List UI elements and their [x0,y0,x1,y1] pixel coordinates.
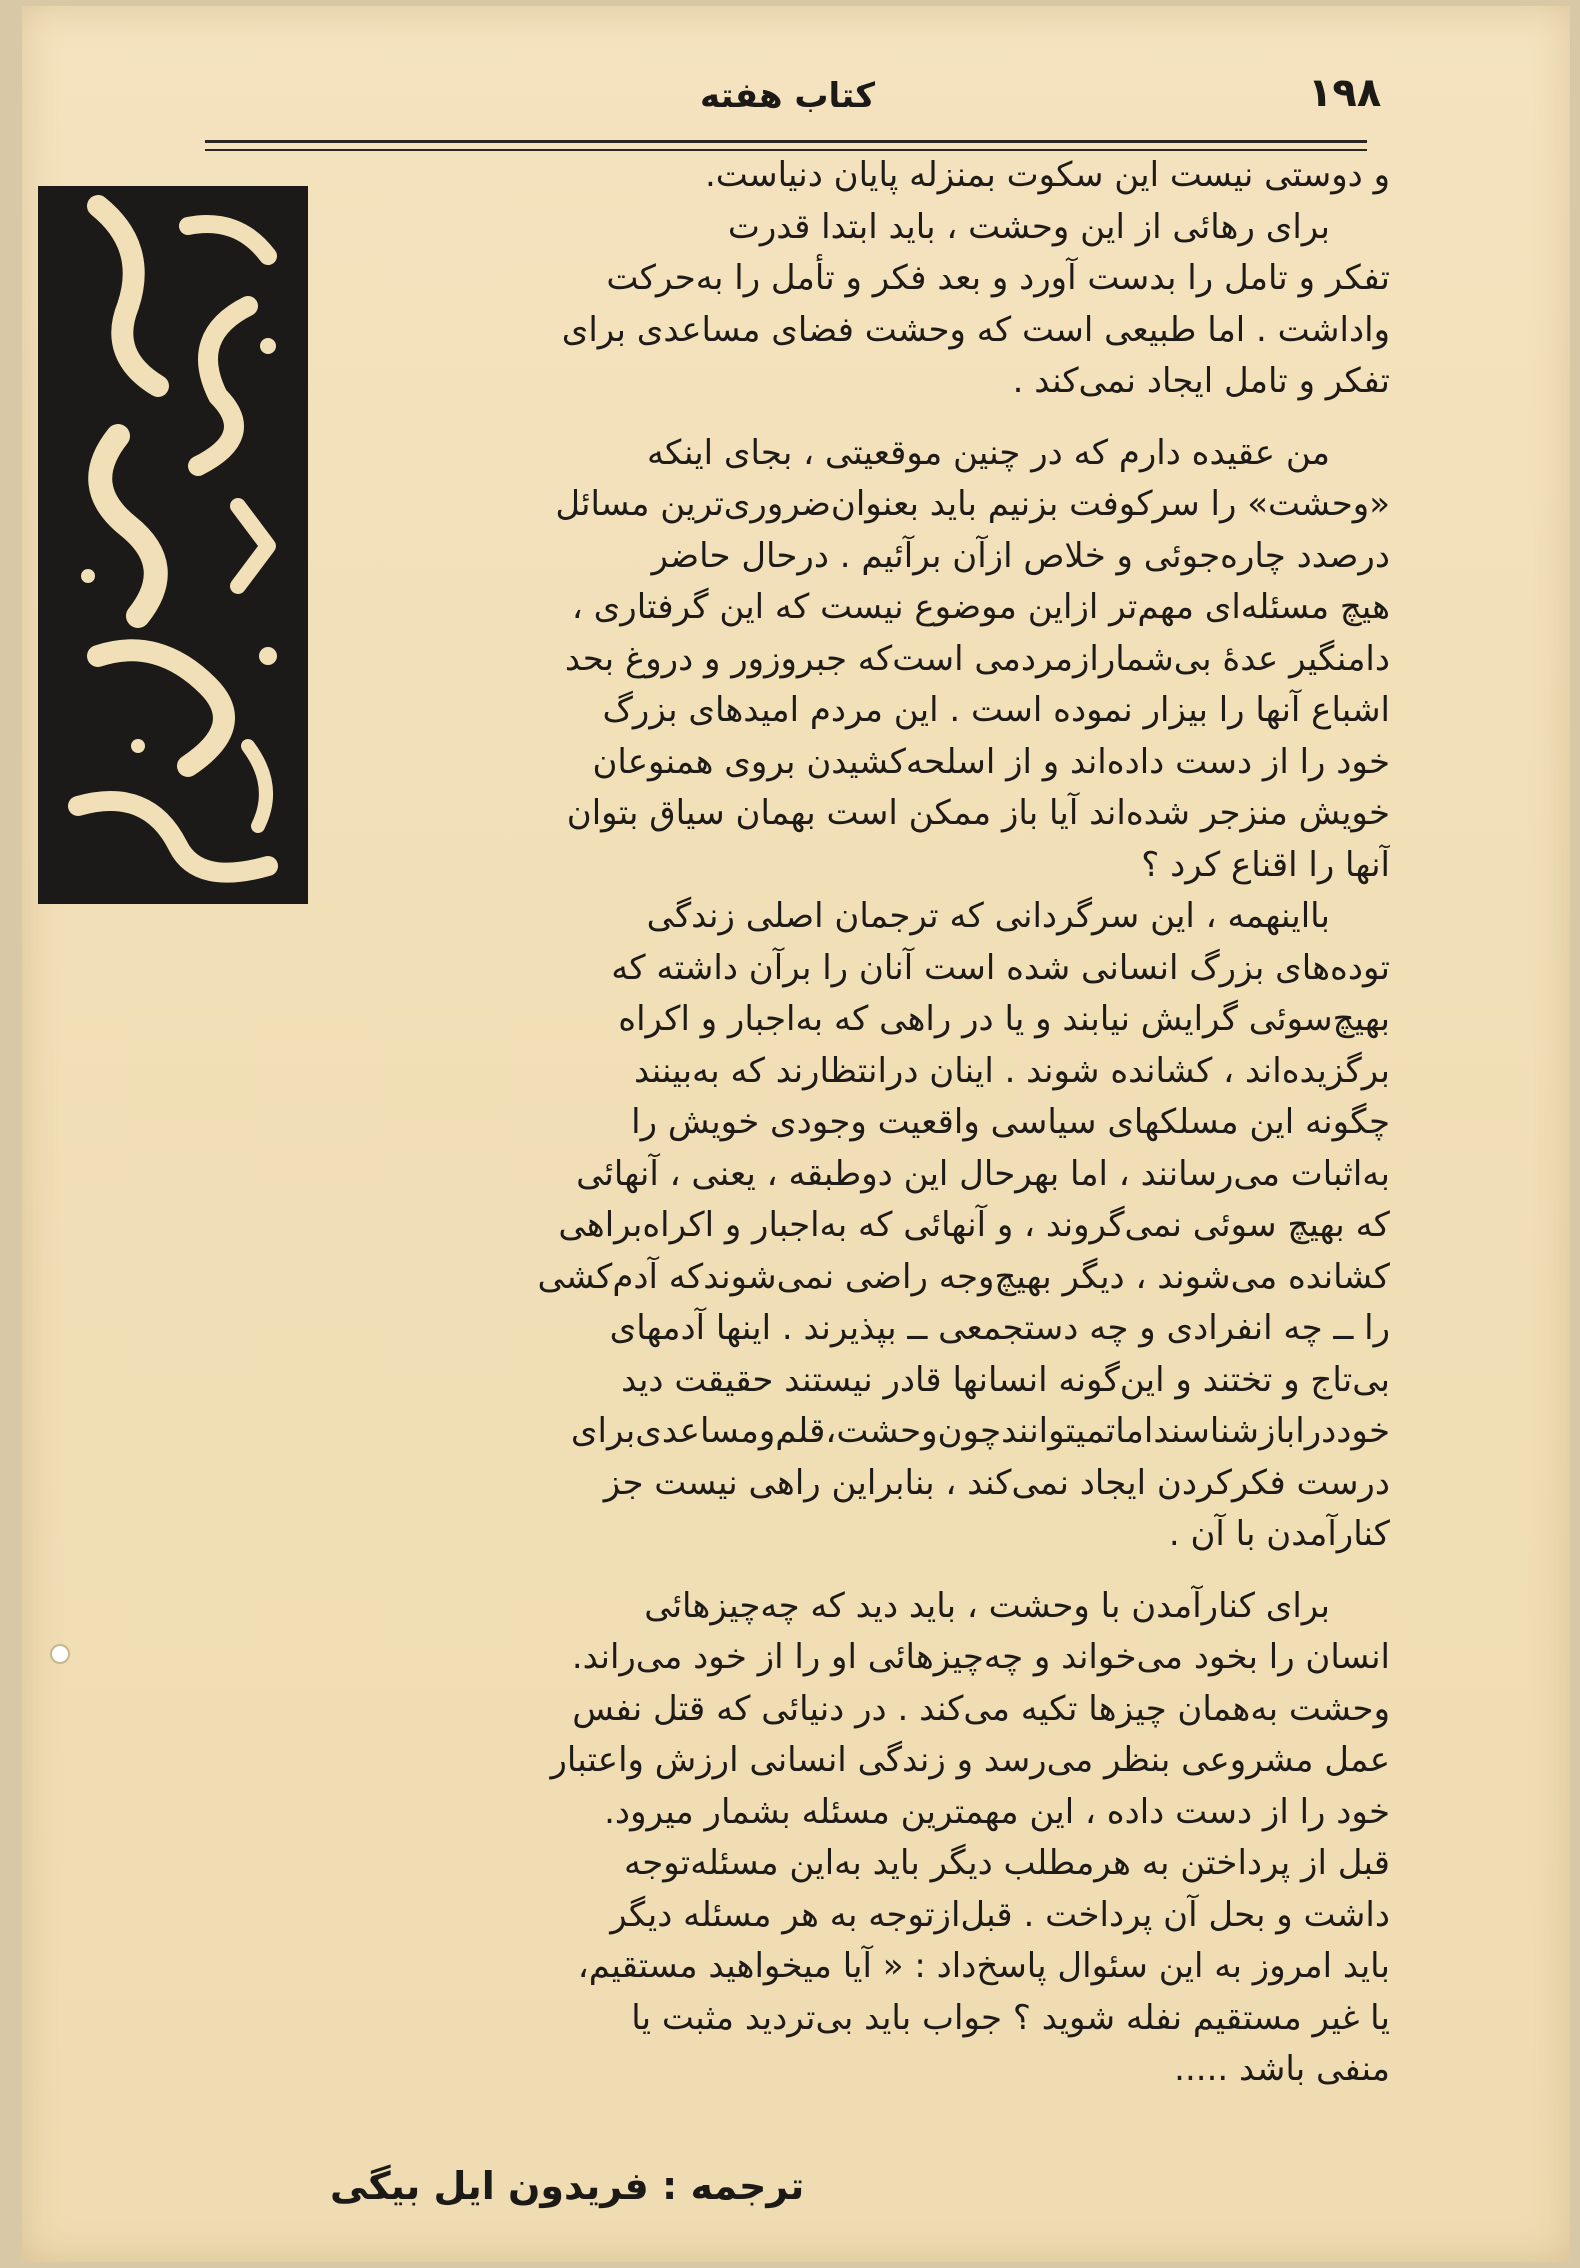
text-line: چگونه این مسلکهای سیاسی واقعیت وجودی خویش را [631,1102,1390,1142]
page-header [0,70,1580,130]
text-line: به‌اثبات می‌رسانند ، اما بهرحال این دوطبقه ، یعنی ، آنهائی [576,1153,1390,1194]
paragraph [270,428,1390,892]
text-line: اشباع آنها را بیزار نموده است . این مردم امیدهای بزرگ [602,690,1390,730]
text-line: دامنگیر عدهٔ بی‌شمارازمردمی است‌که جبروزور و دروغ بحد [564,638,1390,679]
text-line: بهیچ‌سوئی گرایش نیابند و یا در راهی که به‌اجبار و اکراه [618,999,1390,1039]
text-line: کشانده می‌شوند ، دیگر بهیچ‌وجه راضی نمی‌شوندکه آدم‌کشی [537,1256,1390,1297]
text-line: خوددرابازشناسنداماتمیتوانندچون‌وحشت،قلم‌ومساعدی‌برای [570,1411,1390,1451]
text-line: من عقیده دارم که در چنین موقعیتی ، بجای اینکه [646,432,1330,473]
text-line: خود را از دست داده‌اند و از اسلحه‌کشیدن بروی همنوعان [592,741,1390,782]
text-line: و دوستی نیست این سکوت بمنزله پایان دنیاست. [704,155,1390,195]
binding-hole [52,1646,68,1662]
text-line: باید امروز به این سئوال پاسخ‌داد : « آیا میخواهید مستقیم، [577,1946,1390,1986]
text-line: وحشت به‌همان چیزها تکیه می‌کند . در دنیائی که قتل نفس [572,1688,1390,1729]
text-line: بی‌تاج و تختند و این‌گونه انسانها قادر نیستند حقیقت دید [621,1359,1390,1400]
text-line: تفکر و تامل ایجاد نمی‌کند . [1012,361,1390,401]
text-line: بااینهمه ، این سرگردانی که ترجمان اصلی زندگی [646,896,1330,936]
paragraph [270,891,1390,1561]
text-line: یا غیر مستقیم نفله شوید ؟ جواب باید بی‌تردید مثبت یا [631,1997,1390,2038]
text-line: برای کنارآمدن با وحشت ، باید دید که چه‌چیزهائی [644,1585,1330,1626]
text-line: داشت و بحل آن پرداخت . قبل‌ازتوجه به هر مسئله دیگر [610,1894,1390,1935]
text-line: توده‌های بزرگ انسانی شده است آنان را برآن داشته که [611,947,1390,988]
article-body [270,150,1390,2096]
text-line: برای رهائی از این وحشت ، باید ابتدا قدرت [727,206,1330,247]
text-line: عمل مشروعی بنظر می‌رسد و زندگی انسانی ارزش واعتبار [550,1740,1390,1780]
text-line: واداشت . اما طبیعی است که وحشت فضای مساعدی برای [561,309,1390,350]
text-line: را ــ چه انفرادی و چه دستجمعی ــ بپذیرند . اینها آدمهای [609,1308,1390,1348]
text-line: قبل از پرداختن به هرمطلب دیگر باید به‌این مسئله‌توجه [624,1843,1390,1883]
text-line: آنها را اقناع کرد ؟ [1141,844,1390,885]
text-line: درصدد چاره‌جوئی و خلاص ازآن برآئیم . درحال حاضر [651,535,1390,576]
paragraph [270,1581,1390,2096]
text-line: تفکر و تامل را بدست آورد و بعد فکر و تأمل را به‌حرکت [606,258,1390,298]
text-line: هیچ مسئله‌ای مهم‌تر ازاین موضوع نیست که این گرفتاری ، [571,587,1390,627]
text-line: که بهیچ سوئی نمی‌گروند ، و آنهائی که به‌اجبار و اکراه‌براهی [558,1205,1390,1245]
book-title: کتاب هفته [700,76,875,116]
translator-credit: ترجمه : فریدون ایل بیگی [330,2164,805,2208]
paragraph [270,150,1390,202]
text-line: انسان را بخود می‌خواند و چه‌چیزهائی او را از خود می‌راند. [571,1637,1390,1677]
header-rule-top [205,140,1367,143]
text-line: منفی باشد ..... [1174,2049,1390,2089]
page-number: ۱۹۸ [1308,70,1382,116]
text-line: خویش منزجر شده‌اند آیا باز ممکن است بهمان سیاق بتوان [566,793,1390,833]
paragraph [270,202,1390,408]
text-line: درست فکرکردن ایجاد نمی‌کند ، بنابراین راهی نیست جز [603,1462,1390,1503]
text-line: کنارآمدن با آن . [1168,1514,1390,1554]
text-line: «وحشت» را سرکوفت بزنیم باید بعنوان‌ضروری‌ترین مسائل [555,484,1390,524]
calligraphy-banner-icon [38,186,308,904]
text-line: برگزیده‌اند ، کشانده شوند . اینان درانتظارند که به‌بینند [633,1050,1390,1091]
text-line: خود را از دست داده ، این مهمترین مسئله بشمار میرود. [604,1791,1390,1832]
